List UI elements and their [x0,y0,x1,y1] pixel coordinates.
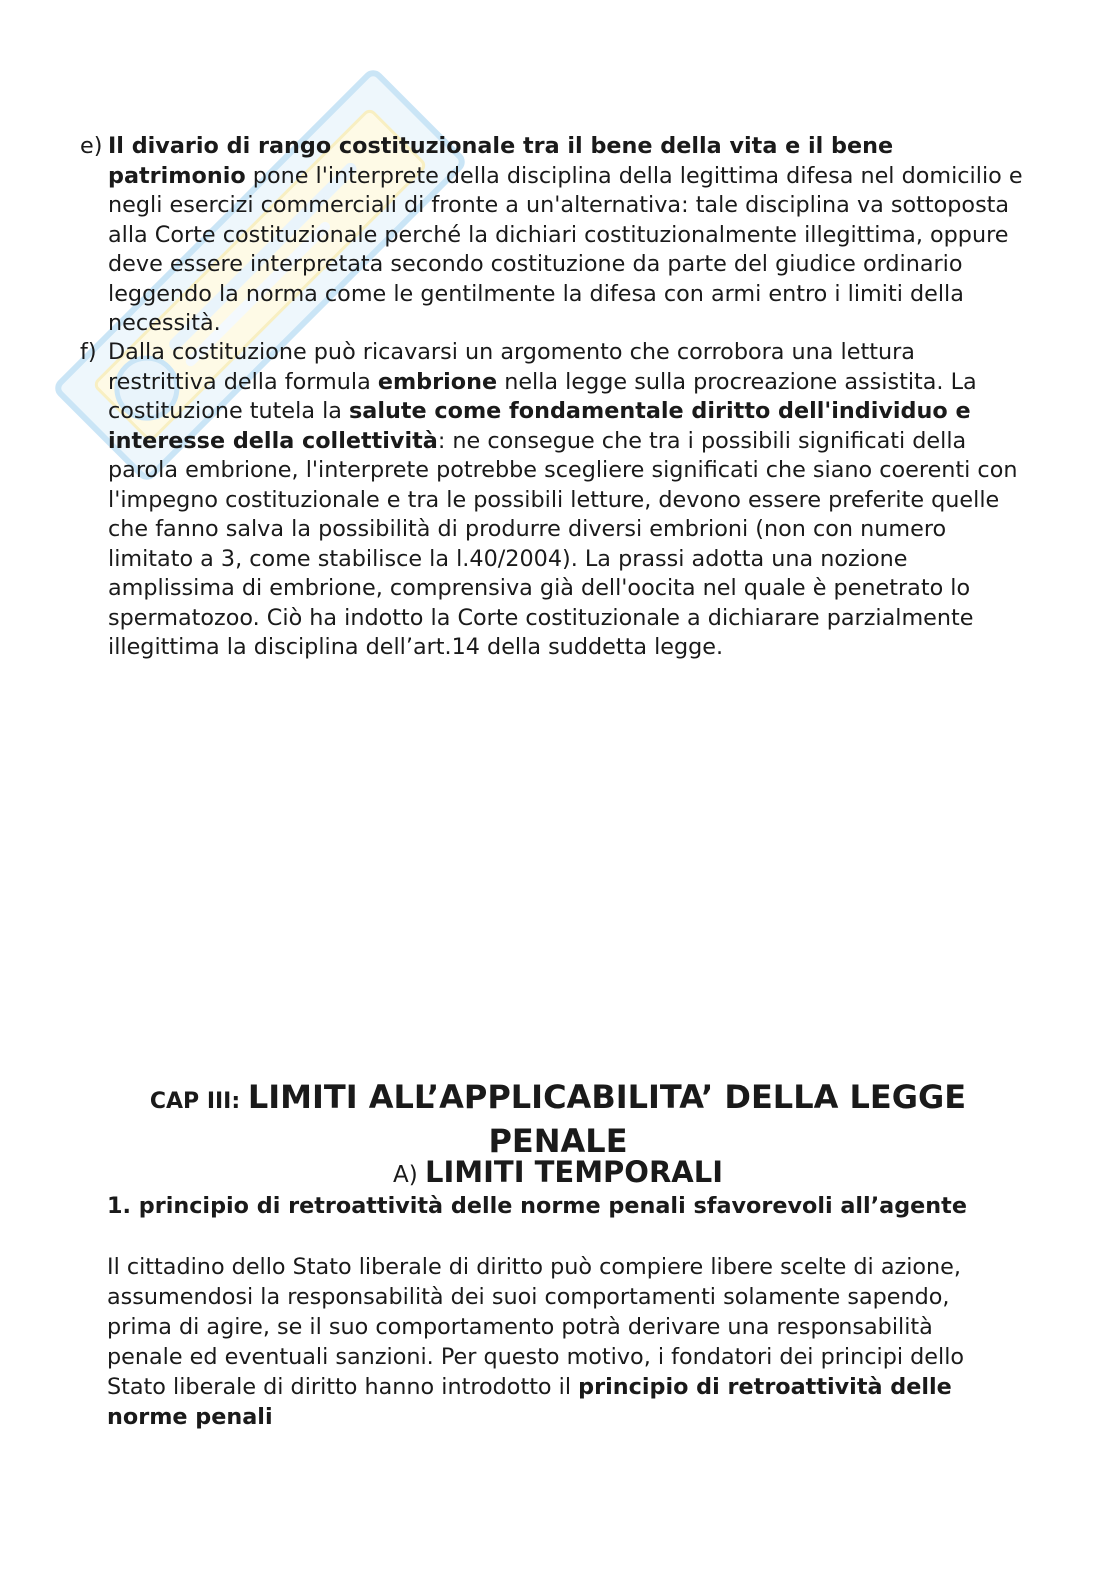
text-run: pone l'interprete della disciplina della legittima difesa nel domicilio e negli esercizi commerciali di fronte a un'alternativa: tale disciplina va sottoposta alla Corte costituzionale perché la dichiari costituzionalmente illegittima, oppure deve essere interpretata secondo costituzione da parte del giudice ordinario leggendo la norma come le gentilmente la difesa con armi entro i limiti della necessità. [108,162,1023,336]
subsection-heading: 1. principio di retroattività delle norme penali sfavorevoli all’agente [107,1193,967,1219]
list-item-text [80,338,1030,663]
section-letter: A) [392,1162,426,1188]
text-run: nella legge sulla procreazione assistita. La costituzione tutela la [108,368,977,424]
body-paragraph [107,1252,1007,1432]
list-item-f [80,338,1030,663]
list-item-e [80,132,1030,339]
list-marker: e) [80,133,103,159]
bold-phrase: Il divario di rango costituzionale tra il bene della vita e il bene patrimonio [108,133,894,189]
list-item-text [80,132,1030,339]
text-run: Il cittadino dello Stato liberale di diritto può compiere libere scelte di azione, assumendosi la responsabilità dei suoi comportamenti solamente sapendo, prima di agire, se il suo comportamento potrà derivare una responsabilità penale ed eventuali sanzioni. Per questo motivo, i fondatori dei principi dello Stato liberale di diritto hanno introdotto il [107,1254,965,1400]
chapter-title: LIMITI ALL’APPLICABILITA’ DELLA LEGGE PENALE [247,1078,967,1160]
text-run: Dalla costituzione può ricavarsi un argomento che corrobora una lettura restrittiva della formula [108,339,915,395]
bold-phrase: principio di retroattività delle norme penali [107,1374,952,1430]
bold-phrase: salute come fondamentale diritto dell'individuo e interesse della collettività [108,398,971,454]
chapter-number: CAP III: [149,1089,248,1114]
bold-phrase: embrione [377,368,498,395]
section-title: LIMITI TEMPORALI [425,1155,724,1189]
text-run: : ne consegue che tra i possibili significati della parola embrione, l'interprete potrebbe scegliere significati che siano coerenti con l'impegno costituzionale e tra le possibili letture, devono essere preferite quelle che fanno salva la possibilità di produrre diversi embrioni (non con numero limitato a 3, come stabilisce la l.40/2004). La prassi adotta una nozione amplissima di embrione, comprensiva già dell'oocita nel quale è penetrato lo spermatozoo. Ciò ha indotto la Corte costituzionale a dichiarare parzialmente illegittima la disciplina dell’art.14 della suddetta legge. [108,427,1018,660]
list-marker: f) [80,339,97,365]
